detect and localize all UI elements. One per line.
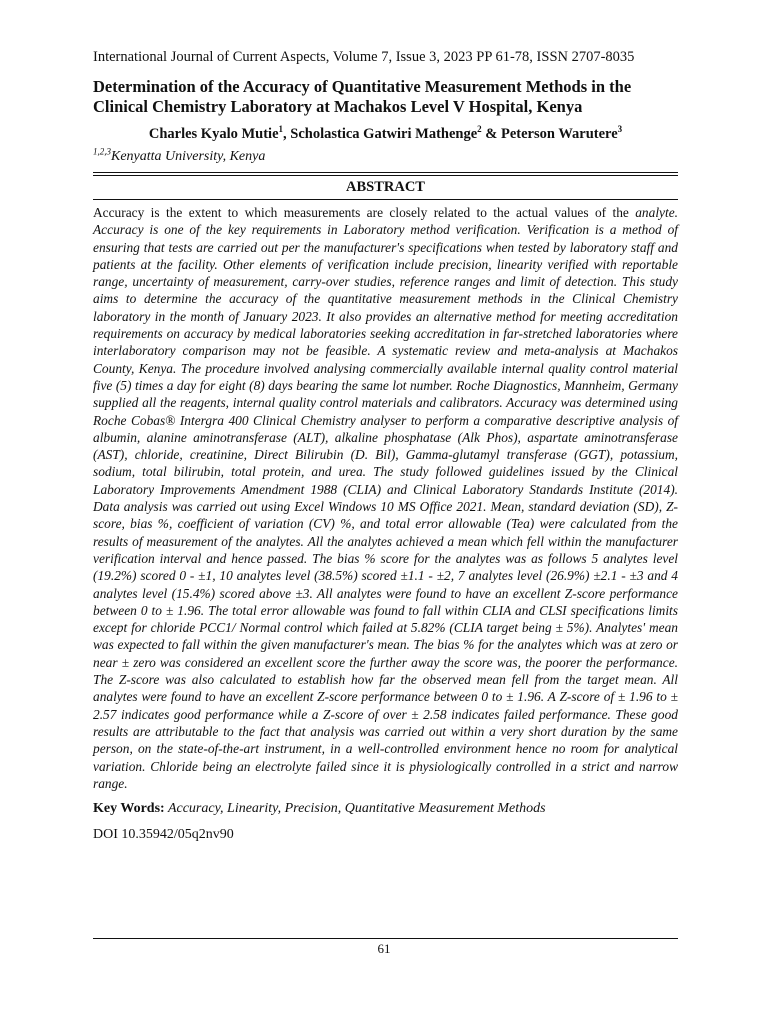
journal-citation: International Journal of Current Aspects, Volume 7, Issue 3, 2023 PP 61-78, ISSN 2707-8035 — [93, 49, 635, 65]
author-separator: , — [283, 126, 291, 142]
author-affiliation-marker: 1 — [278, 124, 284, 135]
paper-page — [93, 48, 678, 844]
affiliation-marker: 1,2,3 — [93, 146, 111, 157]
affiliation-text: Kenyatta University, Kenya — [111, 149, 266, 164]
affiliation — [93, 148, 678, 166]
author-name: Peterson Warutere — [501, 126, 618, 142]
section-divider — [93, 199, 678, 200]
author-affiliation-marker: 3 — [617, 124, 623, 135]
abstract-heading: ABSTRACT — [346, 179, 425, 195]
footer-divider — [93, 938, 678, 939]
author-name: Charles Kyalo Mutie — [148, 126, 279, 142]
abstract-lead: Accuracy is the extent to which measurements are closely related to the actual values of the — [93, 205, 629, 220]
abstract-text — [93, 204, 678, 792]
keywords-label: Key Words: — [93, 801, 165, 817]
section-divider — [93, 172, 678, 176]
page-number: 61 — [377, 941, 391, 956]
keywords — [93, 800, 678, 818]
author-list — [93, 125, 678, 143]
keywords-text: Accuracy, Linearity, Precision, Quantitative Measurement Methods — [164, 801, 546, 817]
author-separator: & — [481, 126, 501, 142]
author-affiliation-marker: 2 — [477, 124, 482, 135]
author-name: Scholastica Gatwiri Mathenge — [290, 126, 478, 142]
doi: DOI 10.35942/05q2nv90 — [93, 827, 234, 843]
abstract-body: analyte. Accuracy is one of the key requirements in Laboratory method verification. Verification is a method of ensuring that tests are carried out per the manufacturer's specifications when tested by laboratory staff and patients at the facility. Other elements of verification include precision, linearity verified with reportable range, uncertainty of measurement, carry-over studies, reference ranges and limit of detection. This study aims to determine the accuracy of the quantitative measurement methods in the Clinical Chemistry laboratory in the month of January 2023. It also provides an alternative method for meeting accreditation requirements on accuracy by medical laboratories seeking accreditation in far-stretched laboratories where interlaboratory comparison may not be feasible. A systematic review and meta-analysis at Machakos County, Kenya. The procedure involved analysing commercially available internal quality control material five (5) times a day for eight (8) days bearing the same lot number. Roche Diagnostics, Mannheim, Germany supplied all the reagents, internal quality control materials and calibrators. Accuracy was determined using Roche Cobas® Intergra 400 Clinical Chemistry analyser to perform a comparative descriptive analysis of albumin, alanine aminotransferase (ALT), alkaline phosphatase (Alk Phos), aspartate aminotransferase (AST), chloride, creatinine, Direct Bilirubin (D. Bil), Gamma-glutamyl transferase (GGT), potassium, sodium, total bilirubin, total protein, and urea. The study followed guidelines issued by the Clinical Laboratory Improvements Amendment 1988 (CLIA) and Clinical Laboratory Standards Institute (2014). Data analysis was carried out using Excel Windows 10 MS Office 2021. Mean, standard deviation (SD), Z-score, bias %, coefficient of variation (CV) %, and total error allowable (Tea) were calculated from the results of measurement of the analytes. All the analytes achieved a mean which fell within the manufacturer verification interval and hence passed. The bias % score for the analytes was as follows 5 analytes level (19.2%) scored 0 - ±1, 10 analytes level (38.5%) scored ±1.1 - ±2, 7 analytes level (26.9%) ±2.1 - ±3 and 4 analytes level (15.4%) scored above ±3. All analytes were found to have an excellent Z-score performance between 0 to ± 1.96. The total error allowable was found to fall within CLIA and CLSI specifications limits except for chloride PCC1/ Normal control which failed at 5.82% (CLIA target being ± 5%). Analytes' mean was expected to fall within the given manufacturer's mean. The bias % for the analytes which was at zero or near ± zero was considered an excellent score the further away the score was, the poorer the performance. The Z-score was also calculated to establish how far the observed mean fell from the target mean. All analytes were found to have an excellent Z-score performance between 0 to ± 1.96. A Z-score of ± 1.96 to ± 2.57 indicates good performance while a Z-score of over ± 2.58 indicates failed performance. These good results are attributable to the fact that analysis was carried out within a very short duration by the same person, on the state-of-the-art instrument, in a well-controlled environment hence no room for analytical variation. Chloride being an electrolyte failed since it is physiologically controlled in a strict and narrow range. — [93, 205, 678, 791]
article-title: Determination of the Accuracy of Quantitative Measurement Methods in the Clinical Chemistry Laboratory at Machakos Level V Hospital, Kenya — [93, 77, 632, 116]
